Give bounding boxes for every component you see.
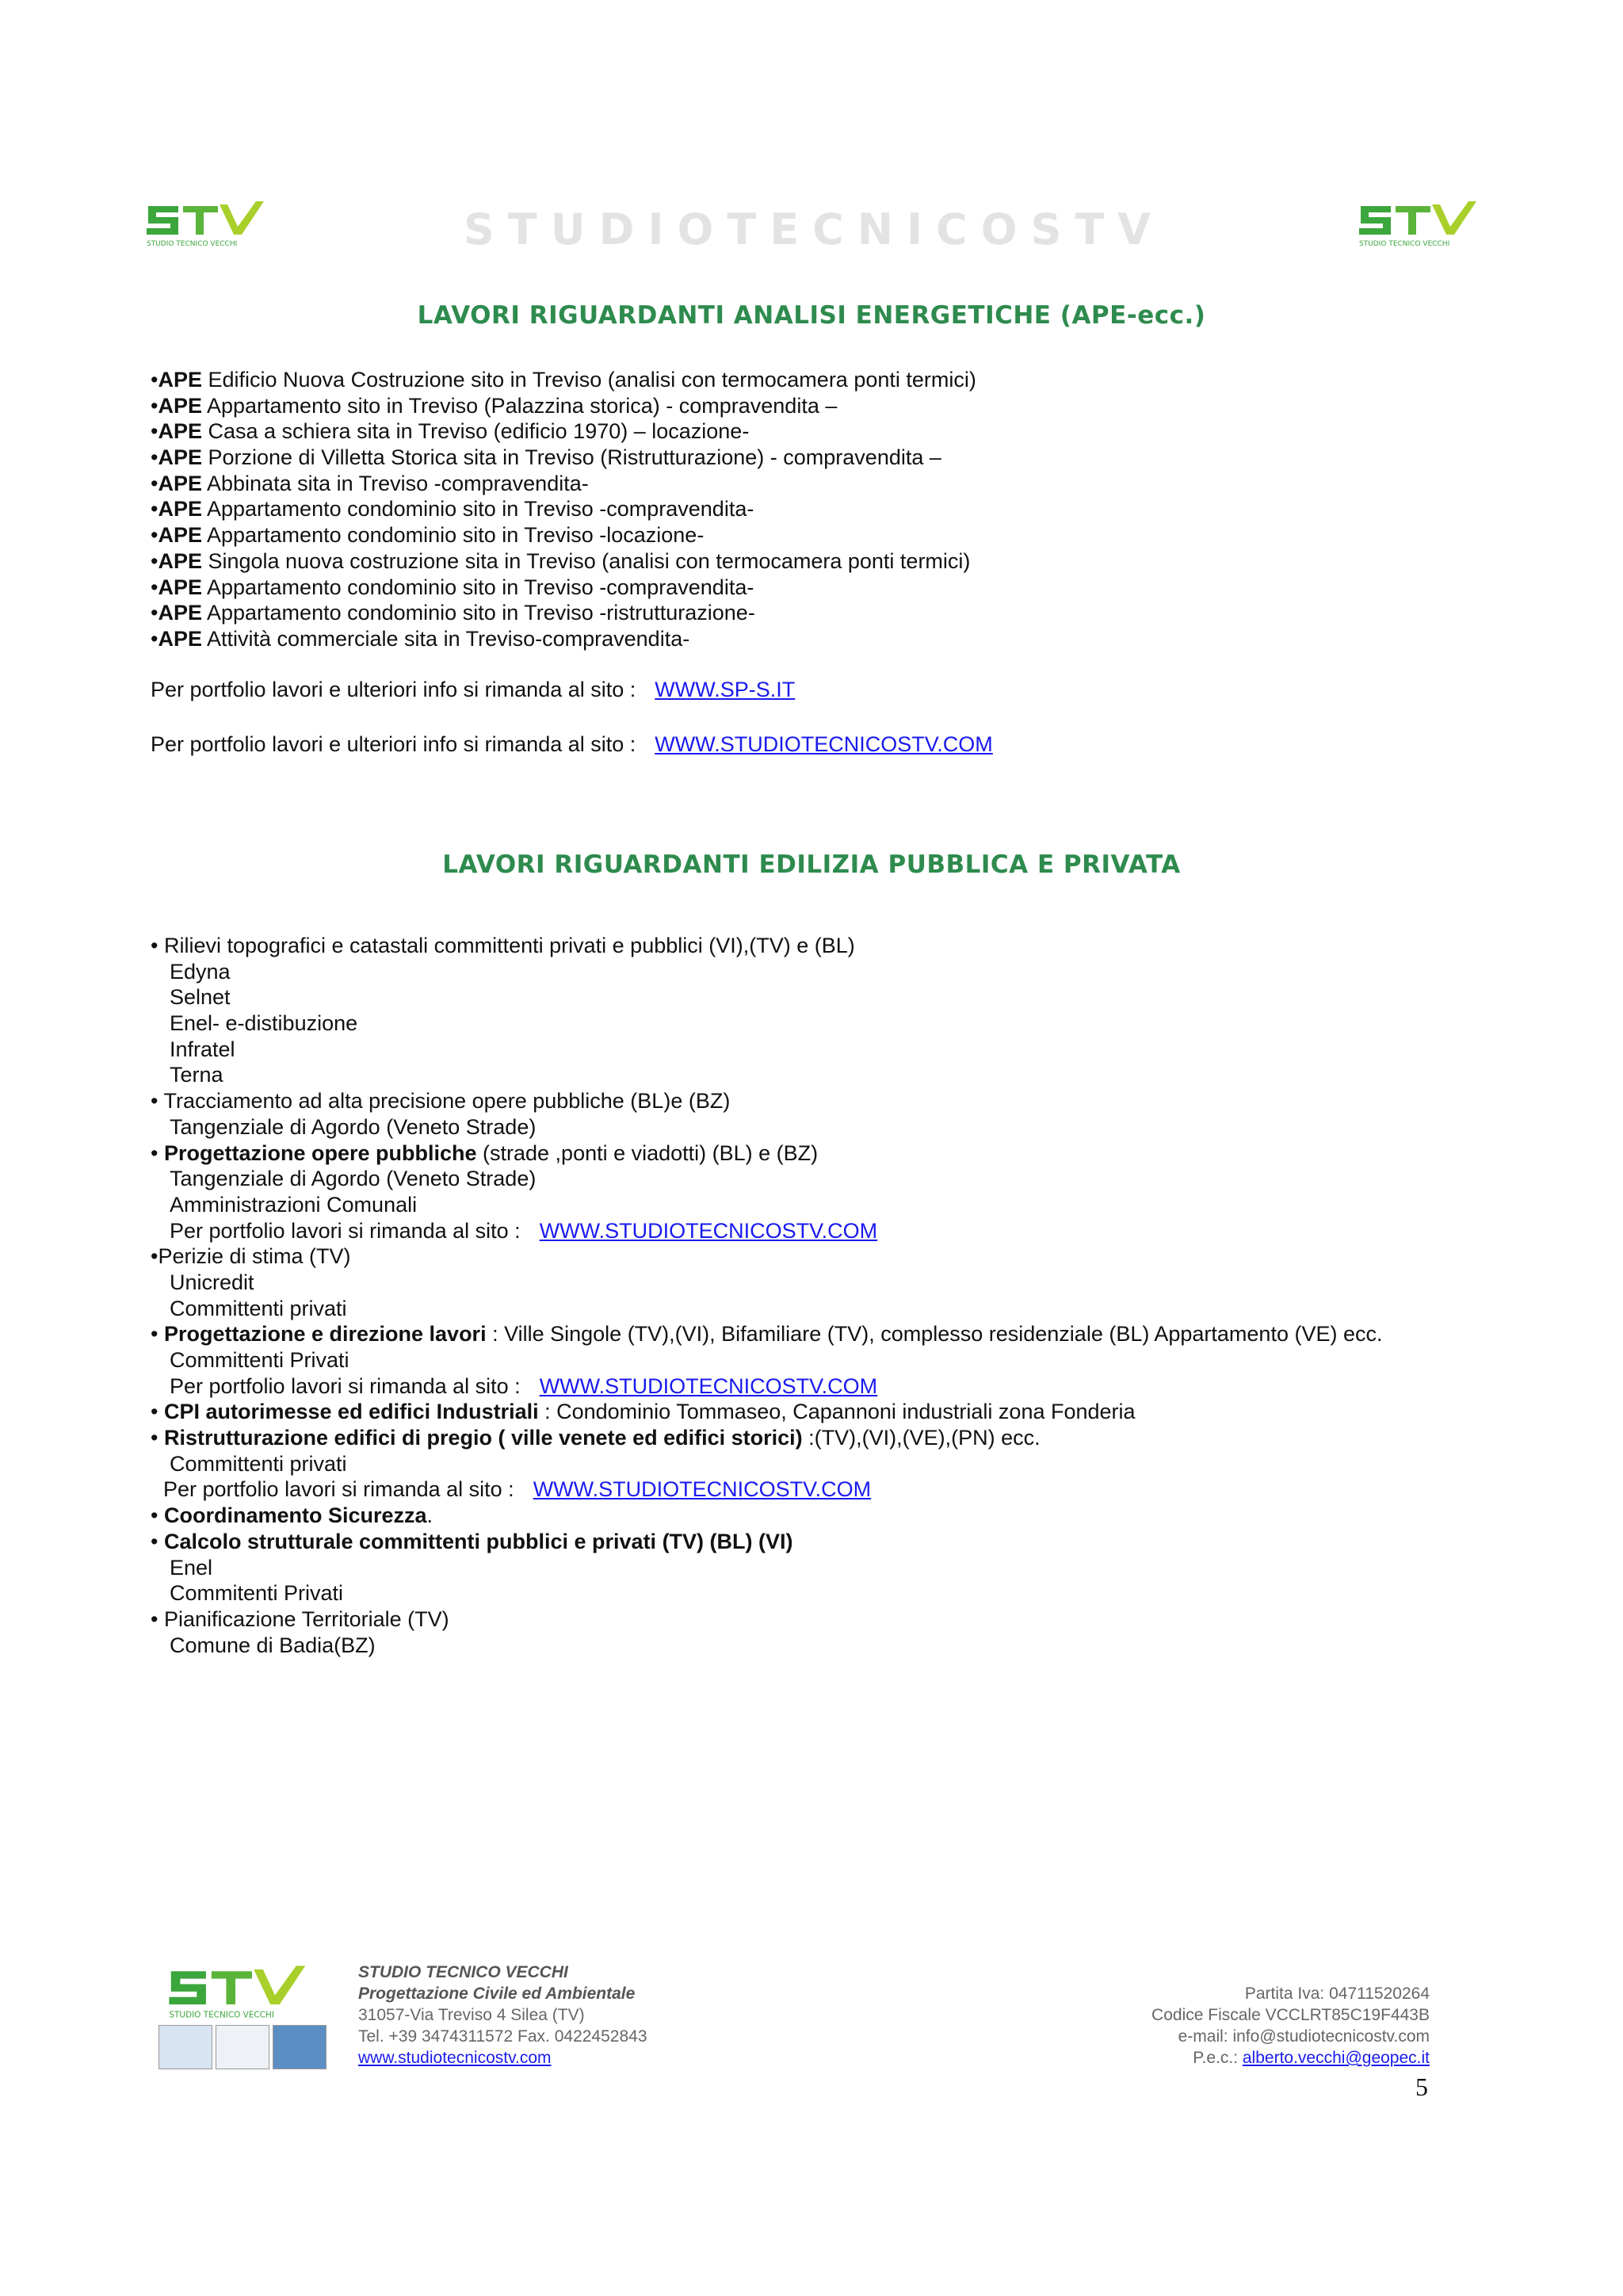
stv-logo-right [1358, 200, 1489, 249]
list-subitem: Enel- e-distibuzione [170, 1011, 358, 1036]
footer-tagline: Progettazione Civile ed Ambientale [358, 1985, 636, 2003]
section-title-building: LAVORI RIGUARDANTI EDILIZIA PUBBLICA E PRIVATA [442, 850, 1181, 879]
list-subitem: Commitenti Privati [170, 1581, 344, 1606]
list-subitem: Infratel [170, 1037, 235, 1061]
list-item: •APE Appartamento condominio sito in Treviso -ristrutturazione- [151, 601, 755, 625]
list-subitem: Enel [170, 1555, 213, 1580]
footer-cf: Codice Fiscale VCCLRT85C19F443B [1151, 2006, 1430, 2024]
list-item: • Calcolo strutturale committenti pubblici e privati (TV) (BL) (VI) [151, 1529, 793, 1553]
list-subitem: Tangenziale di Agordo (Veneto Strade) [170, 1114, 537, 1139]
list-subitem: Committenti privati [170, 1296, 347, 1320]
list-item: •APE Appartamento condominio sito in Treviso -compravendita- [151, 575, 754, 599]
section-title-energy: LAVORI RIGUARDANTI ANALISI ENERGETICHE (APE-ecc.) [417, 301, 1206, 330]
building-list [151, 933, 1382, 1658]
svg-text:STUDIO TECNICO VECCHI: STUDIO TECNICO VECCHI [169, 2010, 274, 2020]
list-item: •APE Appartamento condominio sito in Treviso -locazione- [151, 523, 705, 548]
list-item: • CPI autorimesse ed edifici Industriali : Condominio Tommaseo, Capannoni industriali zona Fonderia [151, 1400, 1136, 1424]
surveying-photo-icon [273, 2025, 327, 2069]
list-item: •APE Appartamento sito in Treviso (Palazzina storica) - compravendita – [151, 393, 838, 418]
portfolio-line: Per portfolio lavori si rimanda al sito : WWW.STUDIOTECNICOSTV.COM [170, 1218, 878, 1243]
studiotecnicostv-link[interactable]: WWW.STUDIOTECNICOSTV.COM [533, 1477, 872, 1502]
list-item: •APE Casa a schiera sita in Treviso (edificio 1970) – locazione- [151, 419, 750, 444]
list-item: • Coordinamento Sicurezza. [151, 1503, 433, 1528]
footer-piva: Partita Iva: 04711520264 [1244, 1985, 1430, 2003]
page-number: 5 [1415, 2073, 1428, 2101]
list-item: •APE Abbinata sita in Treviso -compravendita- [151, 471, 589, 495]
ape-list [151, 367, 976, 652]
footer-website-link[interactable]: www.studiotecnicostv.com [358, 2049, 552, 2067]
portfolio-line: Per portfolio lavori si rimanda al sito : WWW.STUDIOTECNICOSTV.COM [163, 1477, 872, 1502]
svg-text:STUDIO TECNICO VECCHI: STUDIO TECNICO VECCHI [147, 240, 238, 248]
list-item: •APE Attività commerciale sita in Treviso-compravendita- [151, 626, 690, 651]
list-subitem: Committenti privati [170, 1451, 347, 1476]
iso-badge-icon [158, 2025, 212, 2069]
stv-logo-footer [158, 1964, 329, 2021]
footer-pec: P.e.c.: alberto.vecchi@geopec.it [1193, 2049, 1430, 2067]
studiotecnicostv-link[interactable]: WWW.STUDIOTECNICOSTV.COM [655, 732, 993, 756]
footer-company-name: STUDIO TECNICO VECCHI [358, 1963, 568, 1981]
footer-address: 31057-Via Treviso 4 Silea (TV) [358, 2006, 585, 2024]
pec-link[interactable]: alberto.vecchi@geopec.it [1242, 2049, 1430, 2067]
list-subitem: Edyna [170, 959, 231, 984]
footer-fiscal [1151, 1983, 1430, 2069]
banner-watermark: STUDIOTECNICOSTV [464, 204, 1165, 254]
certification-badges [158, 2025, 327, 2069]
list-item: • Pianificazione Territoriale (TV) [151, 1606, 449, 1631]
list-item: •APE Singola nuova costruzione sita in Treviso (analisi con termocamera ponti termici) [151, 548, 971, 573]
list-subitem: Comune di Badia(BZ) [170, 1633, 376, 1657]
list-item: •APE Appartamento condominio sito in Treviso -compravendita- [151, 497, 754, 521]
list-subitem: Terna [170, 1063, 223, 1087]
footer-email: e-mail: info@studiotecnicostv.com [1178, 2027, 1430, 2046]
portfolio-line-1: Per portfolio lavori e ulteriori info si rimanda al sito : WWW.SP-S.IT [151, 678, 796, 701]
footer-phone: Tel. +39 3474311572 Fax. 0422452843 [358, 2027, 647, 2046]
list-subitem: Unicredit [170, 1270, 254, 1294]
studiotecnicostv-link[interactable]: WWW.STUDIOTECNICOSTV.COM [539, 1373, 878, 1398]
sps-link[interactable]: WWW.SP-S.IT [655, 678, 796, 701]
list-item: •APE Edificio Nuova Costruzione sito in Treviso (analisi con termocamera ponti termici) [151, 368, 976, 392]
list-item: • Rilievi topografici e catastali committenti privati e pubblici (VI),(TV) e (BL) [151, 934, 855, 957]
svg-text:STUDIO TECNICO VECCHI: STUDIO TECNICO VECCHI [1359, 240, 1450, 248]
list-item: •APE Porzione di Villetta Storica sita in Treviso (Ristrutturazione) - compravendita – [151, 445, 941, 470]
list-subitem: Tangenziale di Agordo (Veneto Strade) [170, 1167, 537, 1191]
list-item: • Tracciamento ad alta precisione opere pubbliche (BL)e (BZ) [151, 1089, 731, 1114]
certificate-badge-icon [216, 2025, 269, 2069]
list-subitem: Committenti Privati [170, 1348, 349, 1372]
portfolio-line: Per portfolio lavori si rimanda al sito : WWW.STUDIOTECNICOSTV.COM [170, 1373, 878, 1398]
stv-logo-left [145, 200, 277, 249]
footer-contact [358, 1962, 647, 2069]
list-subitem: Selnet [170, 985, 231, 1010]
list-item: • Progettazione opere pubbliche (strade ,ponti e viadotti) (BL) e (BZ) [151, 1140, 819, 1165]
list-item: • Ristrutturazione edifici di pregio ( ville venete ed edifici storici) :(TV),(VI),(VE),(PN) ecc. [151, 1426, 1041, 1450]
list-subitem: Amministrazioni Comunali [170, 1192, 418, 1217]
portfolio-line-2: Per portfolio lavori e ulteriori info si rimanda al sito : WWW.STUDIOTECNICOSTV.COM [151, 732, 993, 756]
list-item: •Perizie di stima (TV) [151, 1244, 351, 1269]
studiotecnicostv-link[interactable]: WWW.STUDIOTECNICOSTV.COM [539, 1218, 878, 1243]
list-item: • Progettazione e direzione lavori : Ville Singole (TV),(VI), Bifamiliare (TV), complesso residenziale (BL) Appartamento (VE) ecc. [151, 1322, 1383, 1347]
